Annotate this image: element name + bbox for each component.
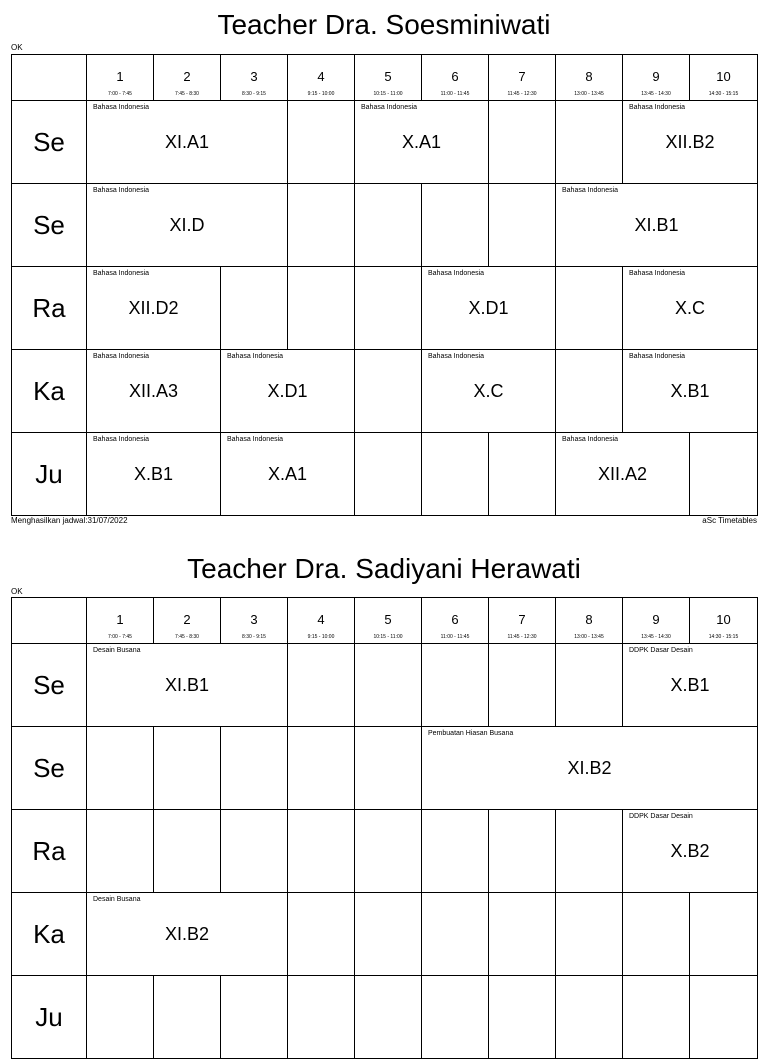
lesson-cell	[221, 350, 355, 433]
empty-cell	[556, 350, 623, 433]
empty-cell	[355, 184, 422, 267]
lesson-class: XI.B2	[567, 757, 612, 778]
period-number: 9	[652, 612, 660, 627]
empty-cell	[355, 976, 422, 1059]
empty-cell	[355, 727, 422, 810]
period-time: 11:00 - 11:45	[440, 91, 470, 97]
period-time: 7:00 - 7:45	[108, 91, 132, 97]
period-time: 13:45 - 14:30	[641, 634, 671, 640]
period-time: 11:45 - 12:30	[507, 634, 537, 640]
period-number: 4	[317, 612, 325, 627]
day-label: Ra	[12, 267, 87, 350]
period-number: 5	[384, 69, 392, 84]
period-time: 11:45 - 12:30	[507, 91, 537, 97]
empty-cell	[422, 893, 489, 976]
day-label: Ju	[12, 433, 87, 516]
period-time: 14:30 - 15:15	[708, 634, 739, 640]
period-time: 14:30 - 15:15	[708, 91, 739, 97]
period-header	[288, 55, 355, 101]
lesson-subject: DDPK Dasar Desain	[629, 813, 693, 820]
period-header	[690, 55, 758, 101]
lesson-subject: Bahasa Indonesia	[562, 187, 619, 194]
period-header	[489, 55, 556, 101]
empty-cell	[154, 727, 221, 810]
period-number: 6	[451, 69, 459, 84]
empty-cell	[355, 350, 422, 433]
lesson-cell	[87, 893, 288, 976]
empty-cell	[355, 433, 422, 516]
lesson-class: X.A1	[401, 131, 442, 152]
period-number: 1	[116, 612, 124, 627]
period-time: 13:00 - 13:45	[574, 634, 604, 640]
period-number: 1	[116, 69, 124, 84]
lesson-cell	[623, 810, 758, 893]
empty-cell	[489, 433, 556, 516]
lesson-subject: Bahasa Indonesia	[93, 353, 150, 360]
lesson-subject: Pembuatan Hiasan Busana	[428, 730, 514, 737]
day-label: Se	[12, 101, 87, 184]
period-header	[422, 55, 489, 101]
page-title: Teacher Dra. Soesminiwati	[217, 9, 551, 40]
day-label: Se	[12, 184, 87, 267]
empty-cell	[288, 267, 355, 350]
empty-cell	[489, 101, 556, 184]
lesson-subject: Bahasa Indonesia	[629, 104, 686, 111]
empty-cell	[422, 184, 489, 267]
empty-cell	[422, 810, 489, 893]
period-header	[87, 598, 154, 644]
lesson-class: XII.B2	[665, 131, 715, 152]
lesson-cell	[422, 267, 556, 350]
empty-cell	[422, 433, 489, 516]
period-number: 8	[585, 69, 593, 84]
lesson-subject: Bahasa Indonesia	[227, 353, 284, 360]
empty-cell	[690, 433, 758, 516]
period-header	[288, 598, 355, 644]
empty-cell	[489, 976, 556, 1059]
period-number: 2	[183, 69, 191, 84]
period-number: 8	[585, 612, 593, 627]
lesson-class: XII.A3	[128, 380, 179, 401]
lesson-class: XI.B2	[164, 923, 210, 944]
period-number: 7	[518, 612, 526, 627]
empty-cell	[355, 893, 422, 976]
lesson-class: X.B1	[133, 463, 174, 484]
day-label: Ra	[12, 810, 87, 893]
period-number: 3	[250, 69, 258, 84]
lesson-cell	[556, 184, 758, 267]
status-label: OK	[11, 587, 23, 596]
empty-cell	[221, 267, 288, 350]
lesson-cell	[87, 184, 288, 267]
empty-cell	[690, 893, 758, 976]
period-number: 10	[716, 612, 731, 627]
lesson-subject: Desain Busana	[93, 896, 141, 903]
lesson-class: X.B1	[670, 674, 710, 695]
day-label: Ju	[12, 976, 87, 1059]
empty-cell	[154, 810, 221, 893]
period-header	[623, 598, 690, 644]
period-header	[221, 55, 288, 101]
lesson-subject: Bahasa Indonesia	[428, 353, 485, 360]
empty-cell	[422, 976, 489, 1059]
period-number: 6	[451, 612, 459, 627]
day-label: Ka	[12, 350, 87, 433]
lesson-class: X.D1	[267, 380, 308, 401]
period-time: 13:45 - 14:30	[641, 91, 671, 97]
empty-cell	[489, 644, 556, 727]
empty-cell	[87, 810, 154, 893]
lesson-cell	[87, 350, 221, 433]
empty-cell	[355, 644, 422, 727]
period-time: 7:45 - 8:30	[175, 91, 199, 97]
period-number: 10	[716, 69, 731, 84]
empty-cell	[154, 976, 221, 1059]
lesson-cell	[623, 101, 758, 184]
empty-cell	[288, 976, 355, 1059]
empty-cell	[556, 810, 623, 893]
period-number: 3	[250, 612, 258, 627]
day-label: Se	[12, 644, 87, 727]
lesson-cell	[422, 727, 758, 810]
period-header	[154, 598, 221, 644]
period-header	[154, 55, 221, 101]
empty-cell	[221, 976, 288, 1059]
corner-cell	[12, 598, 87, 644]
period-time: 9:15 - 10:00	[307, 634, 335, 640]
period-header	[556, 598, 623, 644]
period-header	[623, 55, 690, 101]
period-number: 5	[384, 612, 392, 627]
empty-cell	[87, 976, 154, 1059]
empty-cell	[288, 810, 355, 893]
lesson-cell	[623, 267, 758, 350]
empty-cell	[288, 893, 355, 976]
lesson-class: XI.D	[169, 214, 205, 235]
period-time: 10:15 - 11:00	[373, 634, 403, 640]
period-header	[556, 55, 623, 101]
lesson-subject: DDPK Dasar Desain	[629, 647, 693, 654]
timetable-grid	[11, 597, 758, 1059]
empty-cell	[489, 893, 556, 976]
empty-cell	[556, 893, 623, 976]
empty-cell	[422, 644, 489, 727]
lesson-cell	[355, 101, 489, 184]
period-header	[87, 55, 154, 101]
lesson-subject: Bahasa Indonesia	[562, 436, 619, 443]
empty-cell	[489, 810, 556, 893]
lesson-cell	[87, 433, 221, 516]
corner-cell	[12, 55, 87, 101]
lesson-subject: Bahasa Indonesia	[93, 187, 150, 194]
empty-cell	[87, 727, 154, 810]
lesson-class: XII.D2	[128, 297, 179, 318]
lesson-class: X.B1	[670, 380, 710, 401]
empty-cell	[355, 810, 422, 893]
period-number: 4	[317, 69, 325, 84]
period-header	[489, 598, 556, 644]
empty-cell	[221, 810, 288, 893]
lesson-subject: Bahasa Indonesia	[93, 270, 150, 277]
period-time: 7:00 - 7:45	[108, 634, 132, 640]
empty-cell	[288, 727, 355, 810]
lesson-class: XII.A2	[597, 463, 648, 484]
empty-cell	[556, 101, 623, 184]
lesson-cell	[422, 350, 556, 433]
period-number: 9	[652, 69, 660, 84]
lesson-class: X.A1	[267, 463, 308, 484]
lesson-class: X.B2	[670, 840, 710, 861]
lesson-subject: Desain Busana	[93, 647, 141, 654]
lesson-class: X.D1	[468, 297, 509, 318]
lesson-subject: Bahasa Indonesia	[629, 270, 686, 277]
lesson-subject: Bahasa Indonesia	[361, 104, 418, 111]
empty-cell	[288, 101, 355, 184]
period-header	[690, 598, 758, 644]
lesson-cell	[87, 101, 288, 184]
period-time: 10:15 - 11:00	[373, 91, 403, 97]
empty-cell	[556, 644, 623, 727]
lesson-class: XI.A1	[164, 131, 210, 152]
page-title: Teacher Dra. Sadiyani Herawati	[187, 553, 581, 584]
lesson-cell	[623, 644, 758, 727]
status-label: OK	[11, 43, 23, 52]
period-time: 11:00 - 11:45	[440, 634, 470, 640]
lesson-class: X.C	[674, 297, 705, 318]
lesson-cell	[556, 433, 690, 516]
empty-cell	[355, 267, 422, 350]
empty-cell	[288, 644, 355, 727]
lesson-cell	[87, 644, 288, 727]
period-time: 8:30 - 9:15	[242, 91, 266, 97]
empty-cell	[221, 727, 288, 810]
timetable-grid	[11, 54, 758, 516]
period-header	[422, 598, 489, 644]
period-header	[355, 55, 422, 101]
software-credit: aSc Timetables	[702, 516, 757, 525]
period-time: 8:30 - 9:15	[242, 634, 266, 640]
lesson-class: XI.B1	[634, 214, 679, 235]
period-time: 7:45 - 8:30	[175, 634, 199, 640]
empty-cell	[556, 976, 623, 1059]
lesson-subject: Bahasa Indonesia	[629, 353, 686, 360]
day-label: Ka	[12, 893, 87, 976]
empty-cell	[690, 976, 758, 1059]
lesson-class: XI.B1	[164, 674, 210, 695]
empty-cell	[623, 893, 690, 976]
lesson-subject: Bahasa Indonesia	[93, 436, 150, 443]
period-time: 13:00 - 13:45	[574, 91, 604, 97]
period-number: 7	[518, 69, 526, 84]
lesson-cell	[87, 267, 221, 350]
lesson-class: X.C	[473, 380, 504, 401]
generated-date: Menghasilkan jadwal:31/07/2022	[11, 516, 128, 525]
empty-cell	[489, 184, 556, 267]
period-header	[221, 598, 288, 644]
period-header	[355, 598, 422, 644]
lesson-subject: Bahasa Indonesia	[93, 104, 150, 111]
lesson-subject: Bahasa Indonesia	[227, 436, 284, 443]
day-label: Se	[12, 727, 87, 810]
lesson-cell	[623, 350, 758, 433]
lesson-cell	[221, 433, 355, 516]
empty-cell	[623, 976, 690, 1059]
lesson-subject: Bahasa Indonesia	[428, 270, 485, 277]
period-number: 2	[183, 612, 191, 627]
empty-cell	[288, 184, 355, 267]
empty-cell	[556, 267, 623, 350]
period-time: 9:15 - 10:00	[307, 91, 335, 97]
